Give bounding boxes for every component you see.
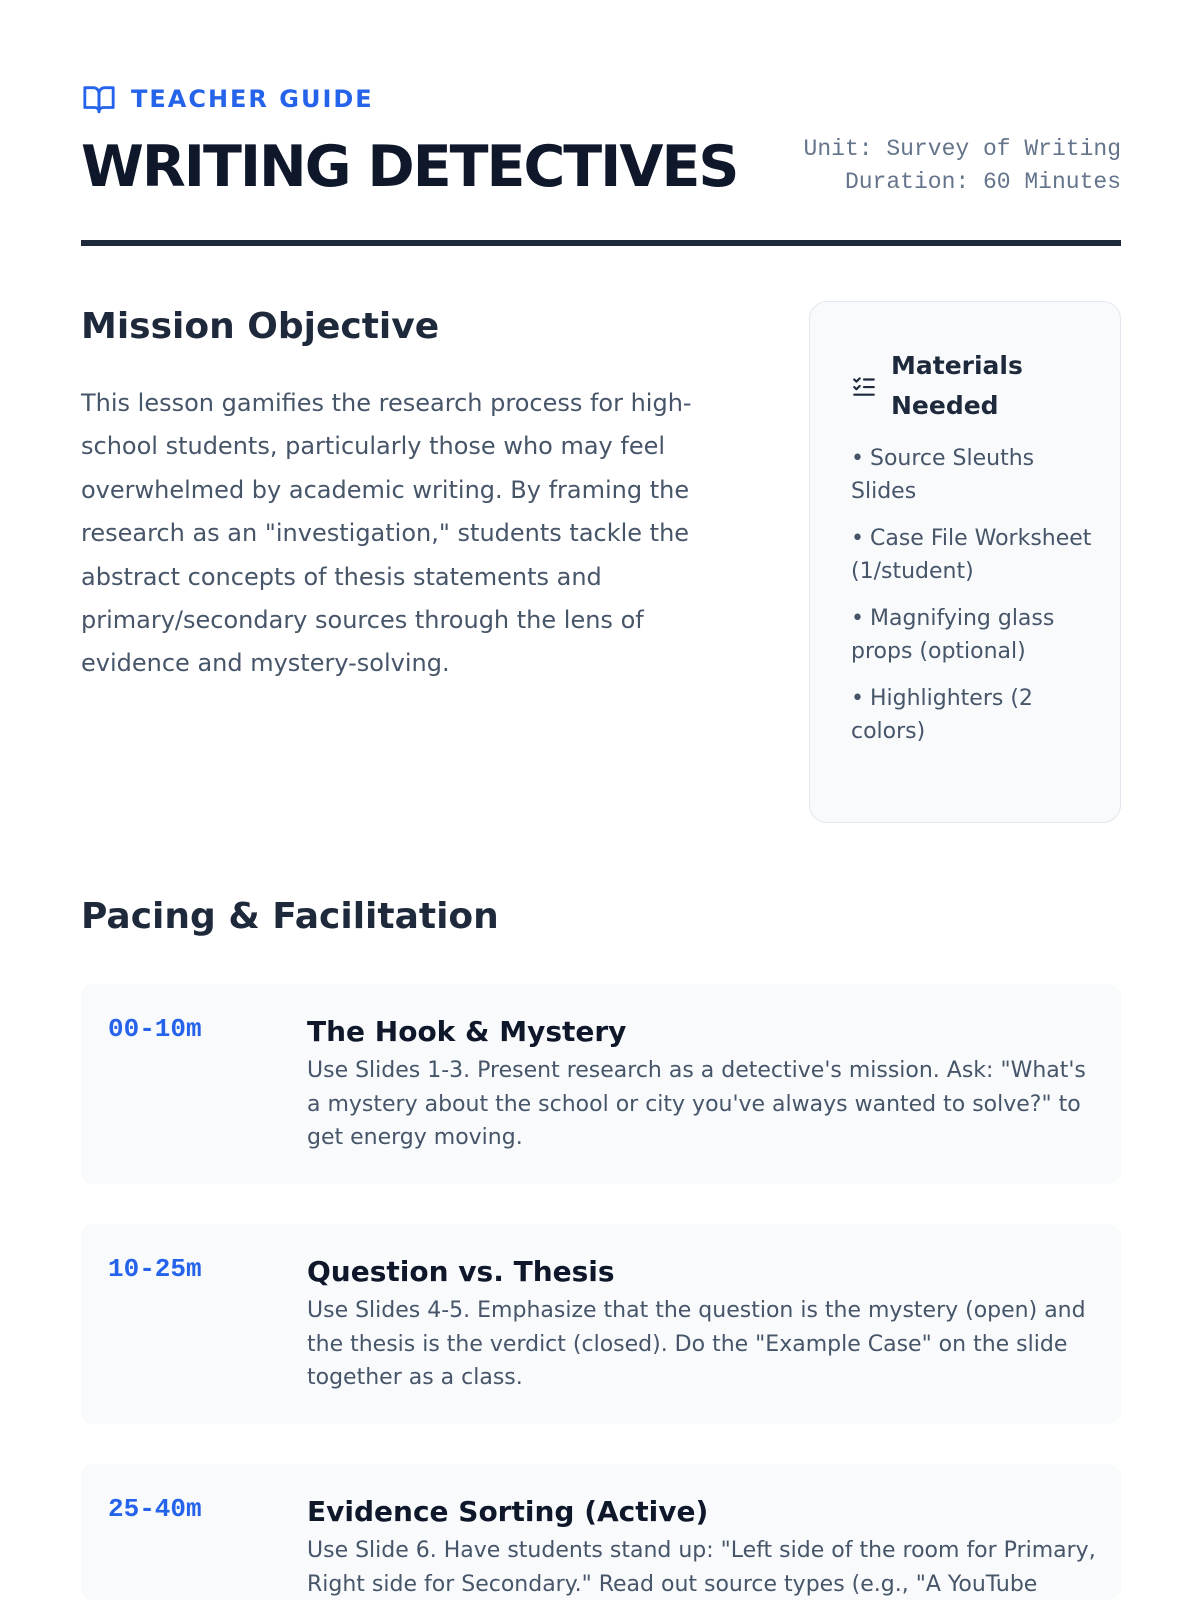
step-time: 00-10m [108, 1014, 202, 1044]
list-item: • Highlighters (2 colors) [851, 682, 1094, 748]
list-item: • Source Sleuths Slides [851, 442, 1094, 508]
step-content [307, 1253, 1101, 1395]
list-item: • Magnifying glass props (optional) [851, 602, 1094, 668]
mission-section [81, 298, 751, 686]
materials-title: Materials Needed [891, 351, 1023, 420]
list-checks-icon [851, 373, 877, 399]
pacing-step [81, 1224, 1121, 1424]
eyebrow-label: TEACHER GUIDE [131, 85, 374, 113]
step-description: Use Slides 1-3. Present research as a detective's mission. Ask: "What's a mystery about the school or city you've always wanted to solve?" to get energy moving. [307, 1058, 1086, 1150]
materials-header [851, 346, 1094, 426]
pacing-step [81, 984, 1121, 1184]
mission-body: This lesson gamifies the research process for high-school students, particularly those who may feel overwhelmed by academic writing. By framing the research as an "investigation," students tackle the abstract concepts of thesis statements and primary/secondary sources through the lens of evidence and mystery-solving. [81, 389, 692, 678]
book-open-icon [81, 82, 117, 116]
step-title: Question vs. Thesis [307, 1255, 615, 1288]
list-item: • Case File Worksheet (1/student) [851, 522, 1094, 588]
unit-label: Unit: Survey of Writing [803, 136, 1121, 162]
step-description: Use Slides 4-5. Emphasize that the question is the mystery (open) and the thesis is the verdict (closed). Do the "Example Case" on the slide together as a class. [307, 1298, 1086, 1390]
pacing-heading: Pacing & Facilitation [81, 896, 499, 937]
step-description: Use Slide 6. Have students stand up: "Left side of the room for Primary, Right side for Secondary." Read out source types (e.g., "A YouTube [307, 1538, 1096, 1597]
header-divider [81, 240, 1121, 246]
step-time: 10-25m [108, 1254, 202, 1284]
step-title: The Hook & Mystery [307, 1015, 627, 1048]
step-title: Evidence Sorting (Active) [307, 1495, 709, 1528]
step-content [307, 1013, 1101, 1155]
materials-card [809, 301, 1121, 823]
step-content [307, 1493, 1101, 1601]
pacing-step [81, 1464, 1121, 1600]
step-time: 25-40m [108, 1494, 202, 1524]
duration-label: Duration: 60 Minutes [844, 169, 1121, 195]
materials-list [851, 442, 1094, 748]
mission-heading: Mission Objective [81, 306, 440, 347]
lesson-meta [804, 133, 1121, 199]
page-title: WRITING DETECTIVES [81, 134, 738, 200]
eyebrow [81, 82, 374, 116]
